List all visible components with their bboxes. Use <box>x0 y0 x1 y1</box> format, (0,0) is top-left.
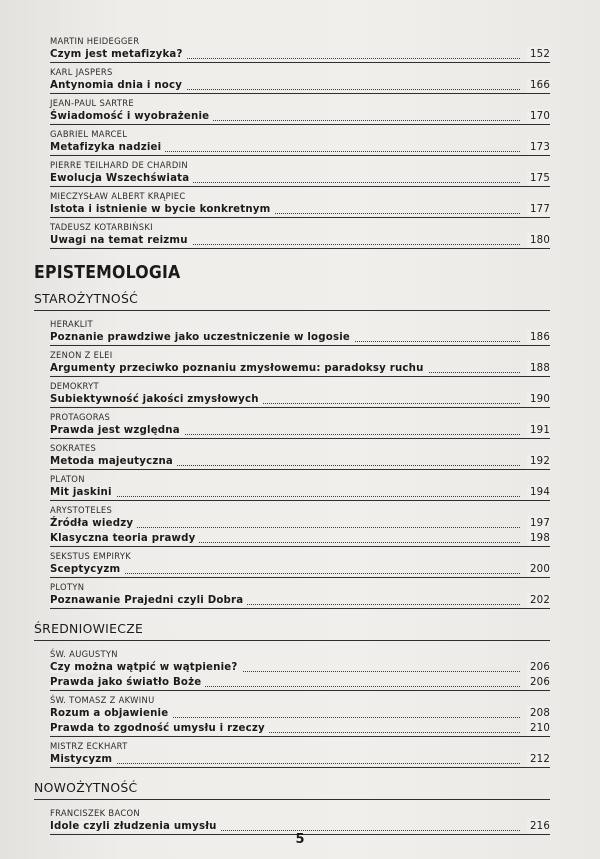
entry-title: Sceptycyzm <box>50 564 124 575</box>
entry-page-number: 191 <box>527 423 550 438</box>
entry-author: KARL JASPERS <box>50 67 113 77</box>
entry-page-number: 180 <box>527 233 550 248</box>
entry-author: SEKSTUS EMPIRYK <box>50 551 132 561</box>
toc-line[interactable] <box>50 721 550 737</box>
toc-entry <box>50 808 550 835</box>
entry-author: DEMOKRYT <box>50 381 99 391</box>
toc-entry <box>50 551 550 578</box>
entry-title: Źródła wiedzy <box>50 518 137 529</box>
toc-line[interactable] <box>50 47 550 63</box>
toc-entry <box>50 222 550 249</box>
toc-entry <box>50 160 550 187</box>
entry-title: Prawda jest względna <box>50 425 184 436</box>
entry-author: MISTRZ ECKHART <box>50 741 128 751</box>
toc-line[interactable] <box>50 423 550 439</box>
entry-title: Argumenty przeciwko poznaniu zmysłowemu: paradoksy ruchu <box>50 363 428 374</box>
entry-page-number: 186 <box>527 330 550 345</box>
toc-line[interactable] <box>50 752 550 768</box>
entry-author: ARYSTOTELES <box>50 505 113 515</box>
entry-author: TADEUSZ KOTARBIŃSKI <box>50 222 153 232</box>
toc-entry <box>50 350 550 377</box>
toc-line[interactable] <box>50 675 550 691</box>
toc-entry <box>50 582 550 609</box>
toc-line[interactable] <box>50 140 550 156</box>
entry-author: FRANCISZEK BACON <box>50 808 140 818</box>
toc-entry <box>50 319 550 346</box>
entry-title: Poznanie prawdziwe jako uczestniczenie w logosie <box>50 332 354 343</box>
toc-entry <box>50 443 550 470</box>
entry-page-number: 152 <box>527 47 550 62</box>
entry-author: MARTIN HEIDEGGER <box>50 36 140 46</box>
entry-page-number: 177 <box>527 202 550 217</box>
toc-entry <box>50 129 550 156</box>
entry-page-number: 166 <box>527 78 550 93</box>
toc-line[interactable] <box>50 660 550 675</box>
toc-entry <box>50 695 550 737</box>
entry-title: Czym jest metafizyka? <box>50 49 187 60</box>
entry-author: ŚW. TOMASZ Z AKWINU <box>50 695 155 705</box>
subsection-heading: ŚREDNIOWIECZE <box>34 621 550 641</box>
toc-entry <box>50 505 550 547</box>
entry-page-number: 173 <box>527 140 550 155</box>
toc-line[interactable] <box>50 454 550 470</box>
entry-title: Mit jaskini <box>50 487 116 498</box>
entry-author: HERAKLIT <box>50 319 93 329</box>
entry-title: Antynomia dnia i nocy <box>50 80 186 91</box>
toc-entry <box>50 412 550 439</box>
toc-entry <box>50 98 550 125</box>
toc-entry <box>50 741 550 768</box>
toc-line[interactable] <box>50 361 550 377</box>
toc-entry <box>50 381 550 408</box>
toc-entry <box>50 36 550 63</box>
toc-line[interactable] <box>50 485 550 501</box>
entry-author: PLATON <box>50 474 85 484</box>
entry-page-number: 206 <box>527 660 550 675</box>
toc-line[interactable] <box>50 330 550 346</box>
entry-title: Prawda jako światło Boże <box>50 677 205 688</box>
toc-line[interactable] <box>50 233 550 249</box>
toc-entry <box>50 191 550 218</box>
entry-page-number: 200 <box>527 562 550 577</box>
entry-page-number: 206 <box>527 675 550 690</box>
toc-entry <box>50 67 550 94</box>
entry-title: Uwagi na temat reizmu <box>50 235 192 246</box>
entry-author: SOKRATES <box>50 443 97 453</box>
toc-line[interactable] <box>50 516 550 531</box>
toc-entry <box>50 649 550 691</box>
entry-author: MIECZYSŁAW ALBERT KRĄPIEC <box>50 191 186 201</box>
entry-page-number: 194 <box>527 485 550 500</box>
entry-page-number: 190 <box>527 392 550 407</box>
entry-page-number: 216 <box>527 819 550 834</box>
toc-line[interactable] <box>50 78 550 94</box>
entry-page-number: 208 <box>527 706 550 721</box>
entry-title: Idole czyli złudzenia umysłu <box>50 821 221 832</box>
toc-entry <box>50 474 550 501</box>
entry-page-number: 188 <box>527 361 550 376</box>
dot-leader <box>50 763 520 764</box>
toc-line[interactable] <box>50 392 550 408</box>
entry-page-number: 192 <box>527 454 550 469</box>
entry-author: PIERRE TEILHARD DE CHARDIN <box>50 160 188 170</box>
toc-line[interactable] <box>50 593 550 609</box>
entry-title: Subiektywność jakości zmysłowych <box>50 394 263 405</box>
entry-author: PROTAGORAS <box>50 412 111 422</box>
entry-title: Poznawanie Prajedni czyli Dobra <box>50 595 247 606</box>
toc-line[interactable] <box>50 202 550 218</box>
entry-page-number: 170 <box>527 109 550 124</box>
entry-title: Prawda to zgodność umysłu i rzeczy <box>50 723 269 734</box>
entry-author: GABRIEL MARCEL <box>50 129 128 139</box>
entry-page-number: 202 <box>527 593 550 608</box>
page-number: 5 <box>295 832 305 847</box>
dot-leader <box>50 496 520 497</box>
entry-page-number: 175 <box>527 171 550 186</box>
subsection-heading: STAROŻYTNOŚĆ <box>34 291 550 311</box>
entry-title: Metafizyka nadziei <box>50 142 165 153</box>
toc-line[interactable] <box>50 706 550 721</box>
entry-author: ZENON Z ELEI <box>50 350 113 360</box>
toc-line[interactable] <box>50 109 550 125</box>
entry-title: Ewolucja Wszechświata <box>50 173 193 184</box>
entry-page-number: 197 <box>527 516 550 531</box>
entry-title: Czy można wątpić w wątpienie? <box>50 662 242 673</box>
section-heading: EPISTEMOLOGIA <box>34 263 181 283</box>
subsection-heading: NOWOŻYTNOŚĆ <box>34 780 550 800</box>
entry-title: Istota i istnienie w bycie konkretnym <box>50 204 274 215</box>
entry-page-number: 210 <box>527 721 550 736</box>
entry-title: Mistycyzm <box>50 754 116 765</box>
toc-line[interactable] <box>50 562 550 578</box>
entry-title: Klasyczna teoria prawdy <box>50 533 199 544</box>
entry-page-number: 212 <box>527 752 550 767</box>
entry-page-number: 198 <box>527 531 550 546</box>
table-of-contents <box>34 36 550 839</box>
entry-title: Świadomość i wyobrażenie <box>50 111 213 122</box>
entry-author: JEAN-PAUL SARTRE <box>50 98 134 108</box>
toc-line[interactable] <box>50 171 550 187</box>
entry-author: PLOTYN <box>50 582 85 592</box>
entry-author: ŚW. AUGUSTYN <box>50 649 118 659</box>
toc-line[interactable] <box>50 531 550 547</box>
entry-title: Rozum a objawienie <box>50 708 172 719</box>
entry-title: Metoda majeutyczna <box>50 456 177 467</box>
